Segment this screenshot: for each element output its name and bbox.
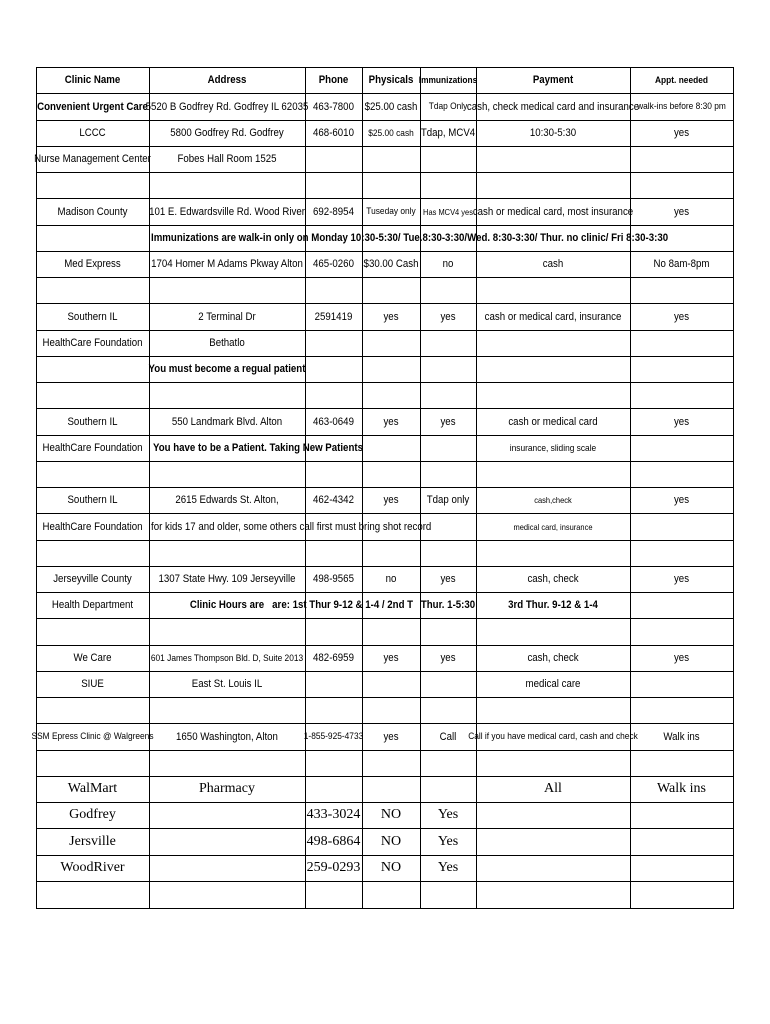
address-cell: 2615 Edwards St. Alton, xyxy=(175,494,279,506)
immunization-hours-note: Immunizations are walk-in only on Monday 10:30-5:30/ Tue.8:30-3:30/Wed. 8:30-3:30/ Thur. no clinic/ Fri 8:30-3:30 xyxy=(151,232,669,244)
phone-cell: 463-7800 xyxy=(313,100,354,113)
physicals-cell: yes xyxy=(383,310,399,323)
clinic-name-cell: SSM Epress Clinic @ Walgreens xyxy=(31,731,154,742)
appt-cell: yes xyxy=(673,205,690,218)
appt-cell: yes xyxy=(673,127,690,139)
phone-cell: 465-0260 xyxy=(313,258,354,270)
appt-cell: No 8am-8pm xyxy=(653,258,710,270)
clinic-name-cell: Godfrey xyxy=(69,807,116,822)
phone-cell: 463-0649 xyxy=(313,415,354,428)
clinic-name-cell: Jerseyville County xyxy=(53,573,132,585)
appt-cell: Walk ins xyxy=(663,730,700,743)
clinic-name-cell: WoodRiver xyxy=(60,860,125,875)
immunizations-cell: yes xyxy=(440,415,456,428)
clinic-name-cell: Southern IL xyxy=(67,310,118,323)
physicals-cell: $25.00 cash xyxy=(368,127,414,139)
physicals-cell: NO xyxy=(380,807,402,822)
physicals-cell: NO xyxy=(380,860,402,875)
immunizations-cell: Tdap only xyxy=(426,494,470,506)
appt-cell: yes xyxy=(673,494,690,506)
physicals-cell: Tuseday only xyxy=(366,206,416,217)
payment-cell: cash, check xyxy=(527,652,579,664)
appt-cell: yes xyxy=(673,652,690,664)
physicals-cell: yes xyxy=(383,494,399,506)
immunizations-cell: Tdap, MCV4 xyxy=(420,127,476,139)
patient-requirement-note: You have to be a Patient. Taking New Patients xyxy=(153,442,363,454)
immunizations-cell: yes xyxy=(440,652,456,664)
clinic-name-cell: HealthCare Foundation xyxy=(42,337,143,349)
clinic-name-cell: Nurse Management Center xyxy=(34,153,151,165)
physicals-cell: NO xyxy=(380,833,402,849)
clinic-name-cell: Med Express xyxy=(64,258,121,270)
clinic-name-cell: HealthCare Foundation xyxy=(42,520,143,533)
header-phone: Phone xyxy=(318,74,349,86)
header-appt-needed: Appt. needed xyxy=(655,74,708,86)
payment-cell: cash or medical card, insurance xyxy=(484,310,622,323)
immunizations-cell: Yes xyxy=(437,807,459,822)
appt-cell: yes xyxy=(673,415,690,428)
phone-cell: 498-9565 xyxy=(313,573,354,585)
header-physicals: Physicals xyxy=(368,74,414,86)
clinic-name-cell: Southern IL xyxy=(67,494,118,506)
physicals-cell: $25.00 cash xyxy=(364,100,418,113)
appt-cell: Walk ins xyxy=(656,781,707,796)
immunizations-cell: Yes xyxy=(437,833,459,849)
immunizations-cell: Has MCV4 yes xyxy=(423,206,473,217)
address-cell: 5800 Godfrey Rd. Godfrey xyxy=(170,127,284,139)
address-cell: Pharmacy xyxy=(199,781,255,796)
clinic-name-cell: Health Department xyxy=(51,599,134,611)
payment-cell: cash xyxy=(542,258,564,270)
address-cell: 601 James Thompson Bld. D, Suite 2013 xyxy=(150,652,304,664)
header-immunizations: Immunizations xyxy=(418,74,478,86)
header-address: Address xyxy=(207,74,247,86)
clinic-hours-label: Clinic Hours are xyxy=(189,599,265,611)
phone-cell: 482-6959 xyxy=(313,652,354,664)
header-clinic-name: Clinic Name xyxy=(64,74,121,86)
phone-cell: 498-6864 xyxy=(306,833,361,849)
requirement-note: You must become a regual patient xyxy=(148,363,306,375)
phone-cell: 462-4342 xyxy=(313,494,354,506)
payment-cell: cash or medical card, most insurance xyxy=(472,205,634,218)
appt-cell: walk-ins before 8:30 pm xyxy=(637,101,726,112)
phone-cell: 2591419 xyxy=(314,310,353,323)
clinic-name-cell: Madison County xyxy=(57,205,128,218)
physicals-cell: yes xyxy=(383,415,399,428)
phone-cell: 468-6010 xyxy=(313,127,354,139)
immunizations-cell: yes xyxy=(440,310,456,323)
phone-cell: 1-855-925-4733 xyxy=(303,731,364,742)
payment-cell: cash or medical card xyxy=(508,415,598,428)
phone-cell: 692-8954 xyxy=(313,205,354,218)
payment-cell: 10:30-5:30 xyxy=(529,127,577,139)
phone-cell: 259-0293 xyxy=(306,860,361,875)
physicals-cell: no xyxy=(385,573,397,585)
physicals-cell: yes xyxy=(383,730,399,743)
payment-cell: cash,check xyxy=(534,495,572,505)
immunizations-cell: yes xyxy=(440,573,456,585)
payment-cell: cash, check medical card and insurance xyxy=(466,100,640,113)
address-cell: 1704 Homer M Adams Pkway Alton xyxy=(151,258,303,270)
clinic-name-cell: LCCC xyxy=(79,127,106,139)
address-cell: 101 E. Edwardsville Rd. Wood River xyxy=(149,205,305,218)
address-cell: 1307 State Hwy. 109 Jerseyville xyxy=(158,573,296,585)
address-cell: 550 Landmark Blvd. Alton xyxy=(171,415,283,428)
immunizations-cell: Tdap Only xyxy=(428,101,468,112)
clinic-name-cell: Jersville xyxy=(69,833,116,849)
appt-cell: yes xyxy=(673,310,690,323)
payment-cell: cash, check xyxy=(527,573,579,585)
appt-cell: yes xyxy=(673,573,690,585)
payment-cell: insurance, sliding scale xyxy=(509,442,597,454)
phone-cell: 433-3024 xyxy=(306,807,361,822)
physicals-cell: $30.00 Cash xyxy=(363,258,419,270)
shot-record-note: for kids 17 and older, some others call first must bring shot record xyxy=(151,520,432,533)
clinic-name-cell: We Care xyxy=(73,652,112,664)
immunizations-cell: no xyxy=(442,258,454,270)
clinic-name-cell: Convenient Urgent Care xyxy=(37,100,148,113)
header-payment: Payment xyxy=(532,74,574,86)
immunizations-cell: Yes xyxy=(437,860,459,875)
clinic-hours-part1: are: 1st Thur 9-12 & 1-4 / 2nd T xyxy=(272,599,414,611)
payment-cell: medical care xyxy=(525,678,581,690)
address-cell: East St. Louis IL xyxy=(191,678,263,690)
payment-cell: All xyxy=(544,781,562,796)
address-cell: Bethatlo xyxy=(209,337,245,349)
clinic-name-cell: Southern IL xyxy=(67,415,118,428)
immunizations-cell: Call xyxy=(439,730,457,743)
address-cell: Fobes Hall Room 1525 xyxy=(177,153,277,165)
clinic-name-cell: HealthCare Foundation xyxy=(42,442,143,454)
payment-cell: Call if you have medical card, cash and check xyxy=(468,731,638,742)
address-cell: 1650 Washington, Alton xyxy=(176,730,278,743)
physicals-cell: yes xyxy=(383,652,399,664)
address-cell: 2 Terminal Dr xyxy=(198,310,256,323)
clinic-hours-part3: 3rd Thur. 9-12 & 1-4 xyxy=(508,599,598,611)
address-cell: 5520 B Godfrey Rd. Godfrey IL 62035 xyxy=(145,100,309,113)
payment-cell: medical card, insurance xyxy=(513,521,593,532)
clinic-name-cell: SIUE xyxy=(81,678,104,690)
clinic-table xyxy=(31,67,734,909)
clinic-name-cell: WalMart xyxy=(67,781,118,796)
clinic-hours-part2: Thur. 1-5:30 xyxy=(420,599,476,611)
